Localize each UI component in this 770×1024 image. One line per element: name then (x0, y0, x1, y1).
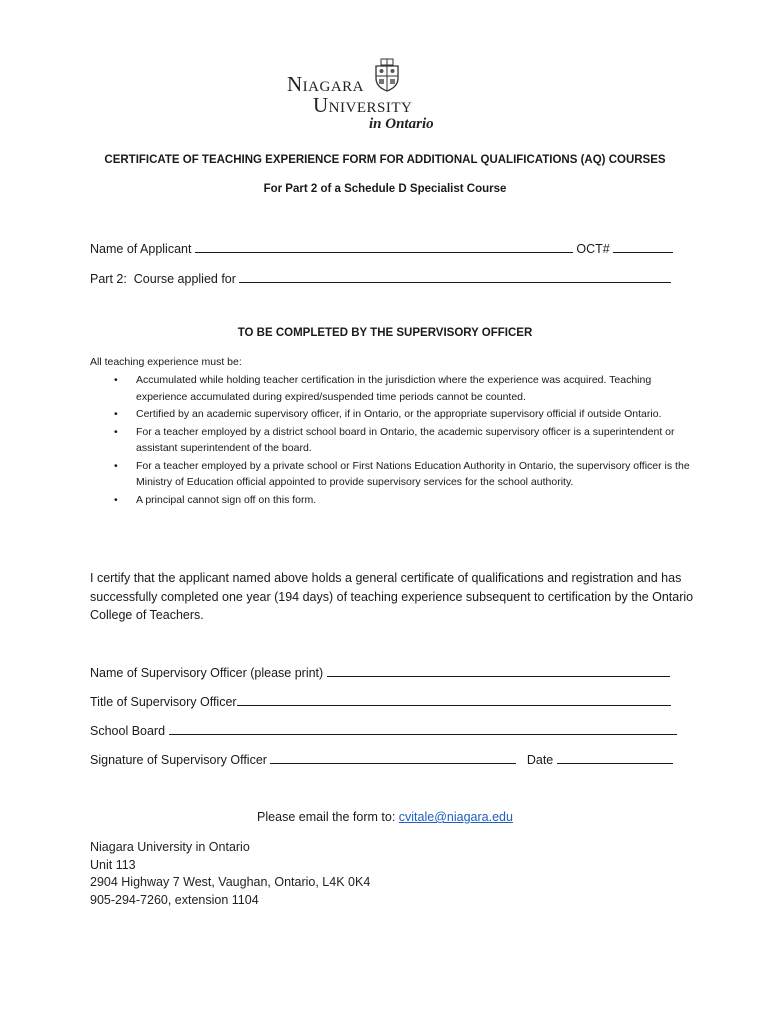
applicant-name-field[interactable] (195, 240, 573, 253)
officer-title-field[interactable] (237, 693, 671, 706)
address-line: 2904 Highway 7 West, Vaughan, Ontario, L4K 0K4 (90, 875, 371, 889)
course-applied-field[interactable] (239, 270, 671, 283)
signature-field[interactable] (270, 751, 516, 764)
bullet-icon: • (114, 374, 118, 386)
niagara-university-logo (285, 58, 465, 140)
crest-icon (373, 58, 401, 92)
oct-label: OCT# (576, 242, 610, 256)
school-board-label: School Board (90, 724, 166, 738)
officer-name-field[interactable] (327, 664, 670, 677)
address-line: Unit 113 (90, 857, 136, 872)
bullet-icon: • (114, 408, 118, 420)
school-board-field[interactable] (169, 722, 677, 735)
list-item: • Accumulated while holding teacher certification in the jurisdiction where the experience was acquired. Teaching experience accumulated during expired/suspended time periods cannot be counted. (114, 374, 652, 403)
bullet-icon: • (114, 459, 118, 472)
certification-statement: I certify that the applicant named above holds a general certificate of qualifications and registration and has successfully completed one year (194 days) of teaching experience subsequent to certification by the Ontario College of Teachers. (90, 571, 694, 622)
address-line: 905-294-7260, extension 1104 (90, 892, 259, 907)
logo-line-university: University (313, 93, 413, 117)
signature-label: Signature of Supervisory Officer (90, 753, 267, 767)
form-subtitle: For Part 2 of a Schedule D Specialist Course (263, 183, 507, 195)
requirements-intro: All teaching experience must be: (90, 356, 242, 368)
list-item: • Certified by an academic supervisory officer, if in Ontario, or the appropriate supervisory official if outside Ontario. (90, 406, 690, 423)
email-prefix: Please email the form to: (257, 810, 399, 824)
course-row (90, 270, 671, 286)
list-item: • For a teacher employed by a private school or First Nations Education Authority in Ontario, the supervisory officer is the Ministry of Education official appointed to provide supervisory services for the school authority. (114, 459, 690, 488)
officer-name-row (90, 664, 670, 680)
applicant-name-row (90, 240, 673, 256)
email-instruction (0, 810, 770, 824)
oct-number-field[interactable] (613, 240, 673, 253)
signature-row (90, 751, 673, 767)
logo-line-in-ontario: in Ontario (369, 116, 434, 132)
list-item: • A principal cannot sign off on this form. (90, 492, 690, 509)
requirements-list (90, 372, 690, 509)
date-field[interactable] (557, 751, 673, 764)
logo-line-niagara: Niagara (287, 72, 364, 96)
email-link[interactable]: cvitale@niagara.edu (398, 810, 513, 824)
date-label: Date (526, 753, 554, 767)
officer-title-row (90, 693, 671, 709)
mailing-address (90, 839, 370, 909)
address-line: Niagara University in Ontario (90, 840, 250, 854)
officer-title-label: Title of Supervisory Officer (90, 695, 237, 709)
supervisory-section-heading: TO BE COMPLETED BY THE SUPERVISORY OFFICER (237, 327, 533, 339)
school-board-row (90, 722, 677, 738)
applicant-name-label: Name of Applicant (90, 242, 192, 256)
bullet-icon: • (114, 425, 118, 438)
form-title: CERTIFICATE OF TEACHING EXPERIENCE FORM FOR ADDITIONAL QUALIFICATIONS (AQ) COURSES (104, 154, 666, 166)
list-item: • For a teacher employed by a district school board in Ontario, the academic supervisory officer is a superintendent or assistant superintendent of the board. (114, 425, 675, 454)
bullet-icon: • (114, 493, 118, 506)
course-applied-label: Part 2: Course applied for (90, 272, 236, 286)
officer-name-label: Name of Supervisory Officer (please print) (90, 666, 324, 680)
